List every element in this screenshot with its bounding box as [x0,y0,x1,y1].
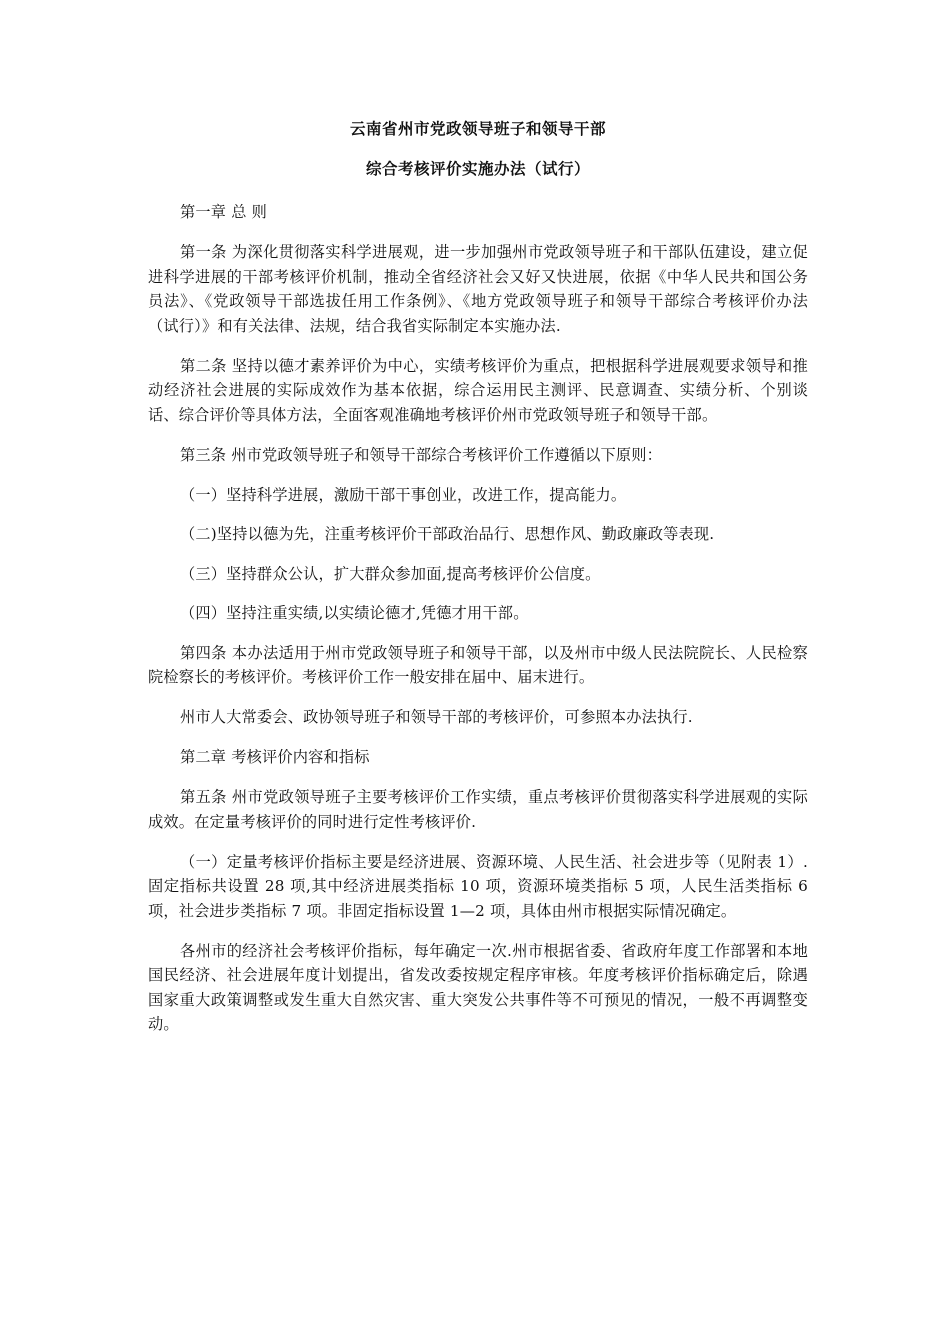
principle-1: （一）坚持科学进展，激励干部干事创业，改进工作，提高能力。 [180,485,627,504]
document-title-line-1: 云南省州市党政领导班子和领导干部 [349,120,606,138]
principle-4: （四）坚持注重实绩,以实绩论德才,凭德才用干部。 [180,604,529,622]
principle-2: （二)坚持以德为先，注重考核评价干部政治品行、思想作风、勤政廉政等表现. [180,525,715,543]
article-2: 第二条 坚持以德才素养评价为中心，实绩考核评价为重点，把根据科学进展观要求领导和推动经济社会进展的实际成效作为基本依据，综合运用民主测评、民意调查、实绩分析、个别谈话、综合评价等具体方法，全面客观准确地考核评价州市党政领导班子和领导干部。 [148,356,808,424]
article-3: 第三条 州市党政领导班子和领导干部综合考核评价工作遵循以下原则： [180,445,663,464]
document-title-line-2: 综合考核评价实施办法（试行） [365,160,590,178]
article-1: 第一条 为深化贯彻落实科学进展观，进一步加强州市党政领导班子和干部队伍建设，建立促进科学进展的干部考核评价机制，推动全省经济社会又好又快进展，依据《中华人民共和国公务员法》、《党政领导干部选拔任用工作条例》、《地方党政领导班子和领导干部综合考核评价办法（试行）》和有关法律、法规，结合我省实际制定本实施办法. [148,243,808,335]
chapter-1-heading: 第一章 总 则 [180,203,267,221]
article-5-annual-indicators: 各州市的经济社会考核评价指标，每年确定一次.州市根据省委、省政府年度工作部署和本地国民经济、社会进展年度计划提出，省发改委按规定程序审核。年度考核评价指标确定后，除遇国家重大政策调整或发生重大自然灾害、重大突发公共事件等不可预见的情况，一般不再调整变动。 [148,941,808,1033]
principle-3: （三）坚持群众公认，扩大群众参加面,提高考核评价公信度。 [180,564,601,583]
article-4-note: 州市人大常委会、政协领导班子和领导干部的考核评价，可参照本办法执行. [180,708,693,726]
article-4: 第四条 本办法适用于州市党政领导班子和领导干部，以及州市中级人民法院院长、人民检察院检察长的考核评价。考核评价工作一般安排在届中、届末进行。 [148,643,808,686]
document-page [148,118,808,1052]
article-5-item-1: （一）定量考核评价指标主要是经济进展、资源环境、人民生活、社会进步等（见附表 1）.固定指标共设置 28 项,其中经济进展类指标 10 项，资源环境类指标 5 项，人民生活类指标 6 项，社会进步类指标 7 项。非固定指标设置 1—2 项，具体由州市根据实际情况确定。 [148,852,808,920]
chapter-2-heading: 第二章 考核评价内容和指标 [180,748,370,766]
article-5: 第五条 州市党政领导班子主要考核评价工作实绩，重点考核评价贯彻落实科学进展观的实际成效。在定量考核评价的同时进行定性考核评价. [148,788,808,831]
